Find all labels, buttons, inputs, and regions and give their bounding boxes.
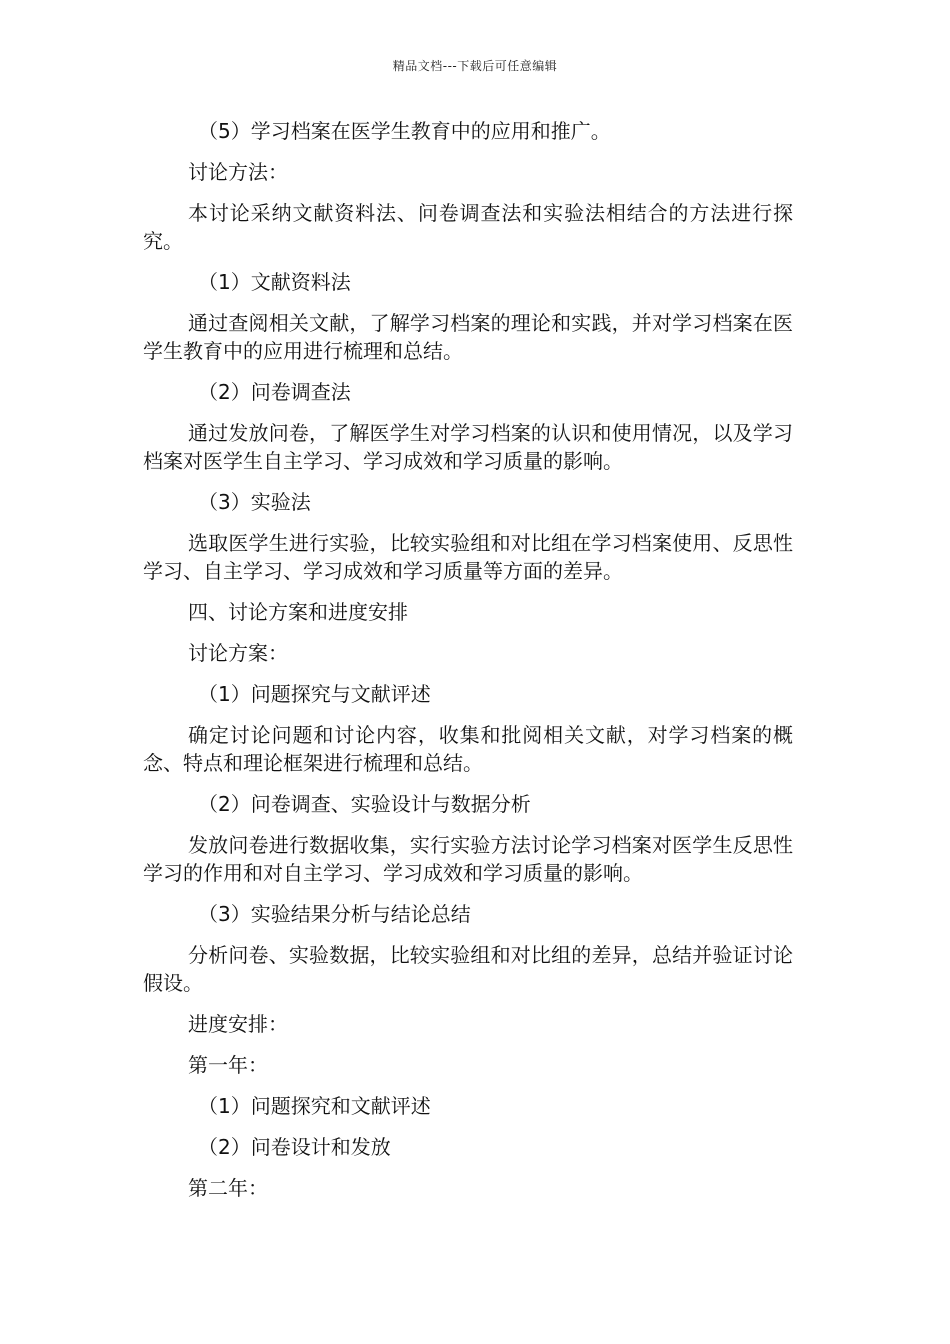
paragraph: 通过发放问卷，了解医学生对学习档案的认识和使用情况，以及学习档案对医学生自主学习、学习成效和学习质量的影响。 [143,421,793,473]
page-header: 精品文档---下载后可任意编辑 [392,59,558,73]
paragraph: 第一年： [188,1053,268,1077]
paragraph: （1）问题探究与文献评述 [198,682,431,706]
paragraph: （1）问题探究和文献评述 [198,1094,431,1118]
paragraph: 发放问卷进行数据收集，实行实验方法讨论学习档案对医学生反思性学习的作用和对自主学习、学习成效和学习质量的影响。 [143,833,793,885]
paragraph: 进度安排： [188,1012,288,1036]
paragraph: 讨论方法： [188,160,288,184]
paragraph: 分析问卷、实验数据，比较实验组和对比组的差异，总结并验证讨论假设。 [143,943,793,995]
paragraph: （3）实验结果分析与结论总结 [198,902,471,926]
document-body [143,117,793,1215]
paragraph: 选取医学生进行实验，比较实验组和对比组在学习档案使用、反思性学习、自主学习、学习成效和学习质量等方面的差异。 [143,531,793,583]
paragraph: 讨论方案： [188,641,288,665]
paragraph: 四、讨论方案和进度安排 [188,600,408,624]
paragraph: 本讨论采纳文献资料法、问卷调查法和实验法相结合的方法进行探究。 [143,201,793,253]
paragraph: 通过查阅相关文献，了解学习档案的理论和实践，并对学习档案在医学生教育中的应用进行梳理和总结。 [143,311,793,363]
paragraph: （3）实验法 [198,490,311,514]
paragraph: （1）文献资料法 [198,270,351,294]
paragraph: （5）学习档案在医学生教育中的应用和推广。 [198,119,611,143]
paragraph: 确定讨论问题和讨论内容，收集和批阅相关文献，对学习档案的概念、特点和理论框架进行梳理和总结。 [143,723,793,775]
paragraph: （2）问卷调查、实验设计与数据分析 [198,792,531,816]
paragraph: 第二年： [188,1176,268,1200]
paragraph: （2）问卷设计和发放 [198,1135,391,1159]
paragraph: （2）问卷调查法 [198,380,351,404]
